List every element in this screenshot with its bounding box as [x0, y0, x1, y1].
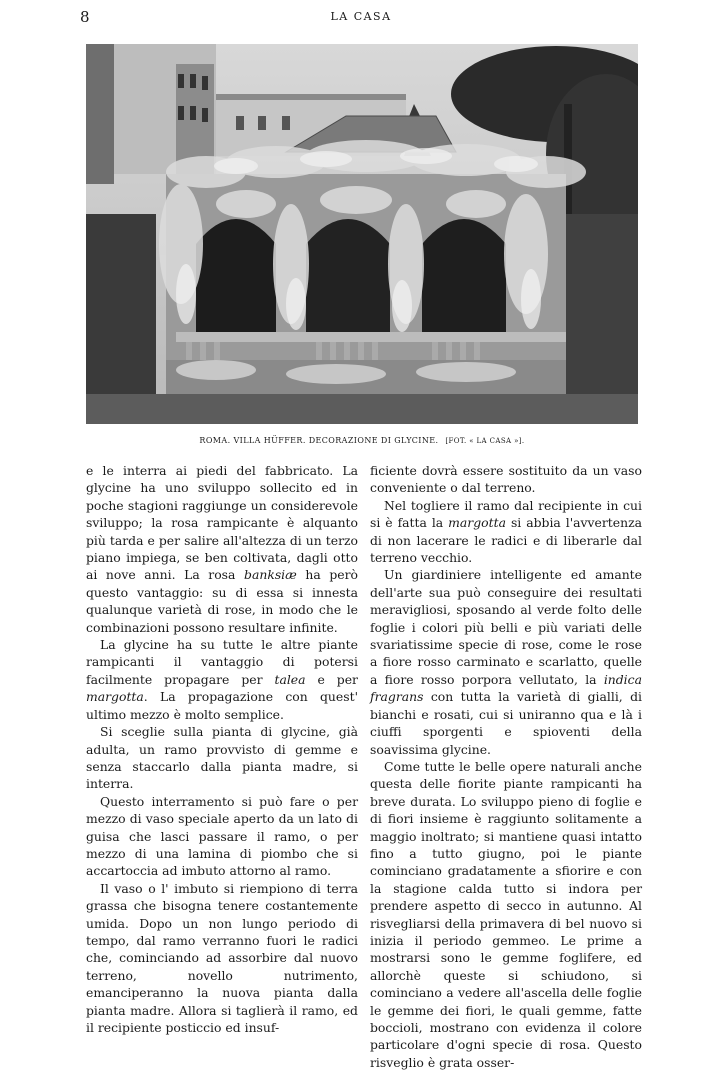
running-title: LA CASA [330, 10, 392, 23]
paragraph: Questo interramento si può fare o per mezzo di vaso speciale aperto da un lato di guisa che lasci passare il ramo, o per mezzo di una lamina di piombo che si accartoccia ad imbuto attorno al ramo. [86, 793, 358, 879]
right-column [370, 462, 642, 1071]
paragraph: Come tutte le belle opere naturali anche questa delle fiorite piante rampicanti ha breve durata. Lo sviluppo pieno di foglie e di fiori insieme è raggiunto solitamente a maggio inoltrato; si mantiene quasi intatto fino a tutto giugno, poi le piante cominciano gradatamente a sfiorire e con la stagione calda tutto si indora per prendere aspetto di secco in autunno. Al risvegliarsi della primavera di bel nuovo si inizia il periodo gemmeo. Le prime a mostrarsi sono le gemme foglifere, ed allorchè queste si schiudono, si cominciano a vedere all'ascella delle foglie le gemme dei fiori, le quali gemme, fatte boccioli, mostrano con evidenza il colore particolare d'ogni specie di rosa. Questo risveglio è grata osser- [370, 758, 642, 1070]
figure-caption [86, 436, 638, 445]
paragraph: e le interra ai piedi del fabbricato. La glycine ha uno sviluppo sollecito ed in poche stagioni raggiunge un considerevole sviluppo; la rosa rampicante è alquanto più tarda e per salire all'altezza di un terzo piano impiega, se ben coltivata, dagli otto ai nove anni. La rosa banksiæ ha però questo vantaggio: su di essa si innesta qualunque varietà di rose, in modo che le combinazioni possono resultare infinite. [86, 463, 358, 635]
photograph-villa-huffer-wisteria [86, 44, 638, 424]
paragraph: Un giardiniere intelligente ed amante dell'arte sua può conseguire dei resultati meravigliosi, sposando al verde folto delle foglie i colori più belli e più variati delle svariatissime specie di rose, come le rose a fiore rosso carminato e scarlatto, quelle a fiore rosso porpora vellutato, la indica fragrans con tutta la varietà di gialli, di bianchi e rosati, cui si uniranno qua e là i ciuffi sporgenti e spioventi della soavissima glycine. [370, 567, 642, 757]
left-column [86, 462, 358, 1036]
paragraph: Nel togliere il ramo dal recipiente in cui si è fatta la margotta si abbia l'avvertenza di non lacerare le radici e di liberarle dal terreno vecchio. [370, 497, 642, 566]
page-number: 8 [80, 8, 90, 26]
paragraph: La glycine ha su tutte le altre piante rampicanti il vantaggio di potersi facilmente propagare per talea e per margotta. La propagazione con quest' ultimo mezzo è molto semplice. [86, 637, 358, 722]
caption-credit: [FOT. « LA CASA »]. [445, 437, 525, 445]
paragraph: Si sceglie sulla pianta di glycine, già adulta, un ramo provvisto di gemme e senza staccarlo dalla pianta madre, si interra. [86, 724, 358, 792]
paragraph: Il vaso o l' imbuto si riempiono di terra grassa che bisogna tenere costantemente umida. Dopo un non lungo periodo di tempo, dal ramo verranno fuori le radici che, cominciando ad assorbire dal nuovo terreno, novello nutrimento, emanciperanno la nuova pianta dalla pianta madre. Allora si taglierà il ramo, ed il recipiente posticcio ed insuf- [86, 880, 358, 1035]
paragraph: ficiente dovrà essere sostituito da un vaso conveniente o dal terreno. [370, 463, 642, 496]
photo-illustration [86, 44, 638, 424]
caption-main: ROMA. VILLA HÜFFER. DECORAZIONE DI GLYCINE. [199, 436, 439, 445]
